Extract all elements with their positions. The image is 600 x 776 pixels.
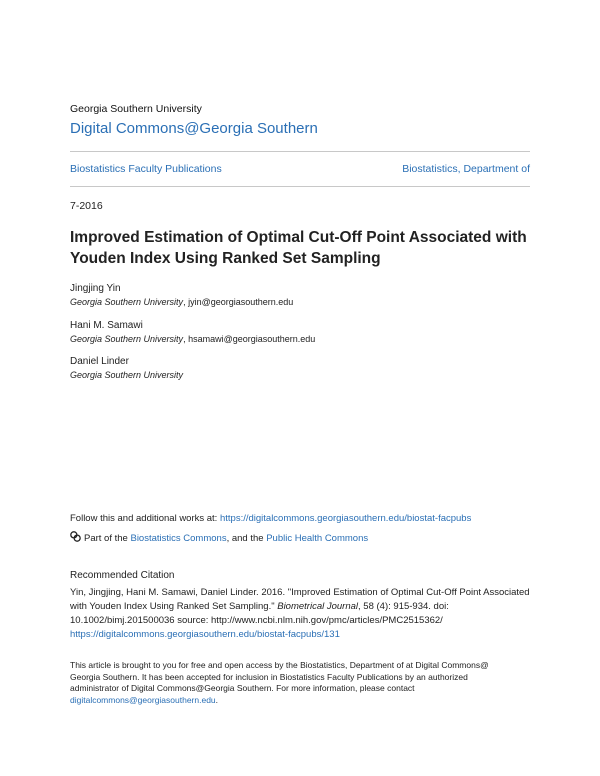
footer-end: .: [215, 694, 219, 705]
citation-part-b: , 58 (4): 915-934. doi: 10.1002/bimj.201500036 source: http://www.ncbi.nlm.nih.gov/pmc/articles/PMC2515362/: [70, 601, 449, 626]
institution-name: Georgia Southern University: [70, 103, 202, 115]
access-statement: [70, 660, 510, 706]
collection-url-link[interactable]: https://digitalcommons.georgiasouthern.edu/biostat-facpubs: [219, 513, 472, 524]
follow-line: [70, 511, 530, 526]
citation-text: [70, 586, 530, 642]
author-name: Hani M. Samawi: [70, 320, 143, 331]
author-affiliation: [70, 297, 293, 307]
partof-prefix: Part of the: [84, 533, 131, 544]
public-health-commons-link[interactable]: Public Health Commons: [266, 533, 369, 544]
recommended-citation-heading: Recommended Citation: [70, 570, 175, 581]
affiliation-institution: Georgia Southern University: [70, 370, 184, 380]
affiliation-institution: Georgia Southern University: [70, 334, 184, 344]
affiliation-institution: Georgia Southern University: [70, 297, 184, 307]
part-of-line: [70, 531, 530, 546]
citation-part-a: Yin, Jingjing, Hani M. Samawi, Daniel Linder. 2016. "Improved Estimation of Optimal Cut-Off Point Associated with Youden Index Using Ranked Set Sampling.": [70, 587, 530, 612]
divider-bottom: [70, 186, 530, 187]
creative-commons-icon: [70, 531, 81, 542]
citation-url-link[interactable]: https://digitalcommons.georgiasouthern.edu/biostat-facpubs/131: [70, 629, 340, 640]
partof-middle: , and the: [226, 533, 267, 544]
repository-link[interactable]: Digital Commons@Georgia Southern: [70, 120, 318, 137]
divider-top: [70, 151, 530, 152]
author-affiliation: [70, 334, 315, 344]
author-affiliation: [70, 370, 183, 380]
collection-link[interactable]: Biostatistics Faculty Publications: [70, 163, 222, 175]
author-email: , hsamawi@georgiasouthern.edu: [183, 334, 316, 344]
citation-journal: Biometrical Journal: [277, 601, 359, 612]
follow-prefix: Follow this and additional works at:: [70, 513, 220, 524]
publication-date: 7-2016: [70, 200, 103, 212]
author-name: Jingjing Yin: [70, 283, 121, 294]
biostatistics-commons-link[interactable]: Biostatistics Commons: [130, 533, 227, 544]
author-email: , jyin@georgiasouthern.edu: [183, 297, 294, 307]
department-link[interactable]: Biostatistics, Department of: [402, 163, 530, 175]
article-title: Improved Estimation of Optimal Cut-Off Point Associated with Youden Index Using Ranked Set Sampling: [70, 229, 527, 267]
author-name: Daniel Linder: [70, 356, 129, 367]
footer-text: This article is brought to you for free and open access by the Biostatistics, Department of at Digital Commons@ Georgia Southern. It has been accepted for inclusion in Biostatistics Faculty Publications by an authorized administrator of Digital Commons@Georgia Southern. For more information, please contact: [70, 660, 489, 693]
contact-email-link[interactable]: digitalcommons@georgiasouthern.edu: [70, 694, 216, 705]
